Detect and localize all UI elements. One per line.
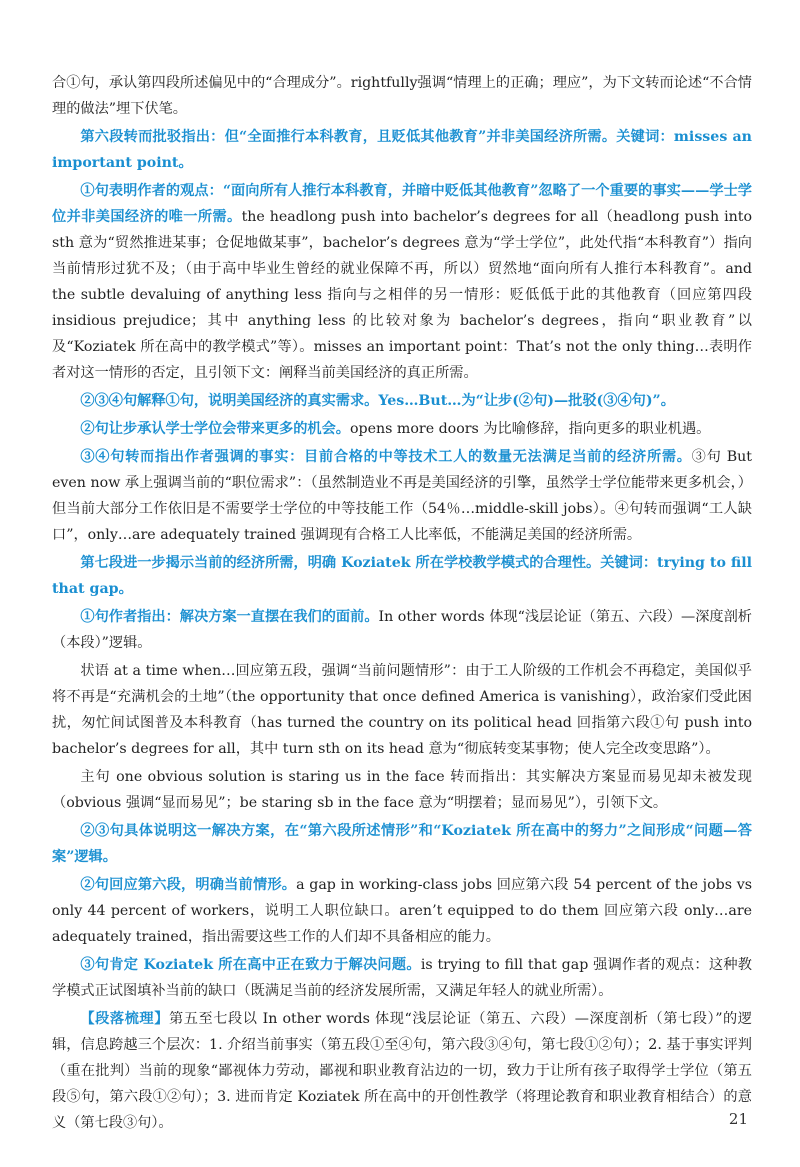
body-text	[52, 70, 752, 1138]
paragraph-text: 状语 at a time when…回应第五段，强调“当前问题情形”：由于工人阶级的工作机会不再稳定，美国似乎将不再是“充满机会的土地”（the opportunity that once defined America is vanishing），政治家们受此困扰，匆忙间试图普及本科教育（has turned the country on its political head 回指第六段①句 push into bachelor’s degrees for all，其中 turn sth on its head 意为“彻底转变某事物；使人完全改变思路”）。	[52, 663, 752, 757]
paragraph	[52, 604, 752, 656]
paragraph-lead: ③④句转而指出作者强调的事实：目前合格的中等技术工人的数量无法满足当前的经济所需。	[80, 449, 692, 465]
paragraph	[52, 178, 752, 386]
page-number: 21	[728, 1110, 748, 1128]
paragraph	[52, 416, 752, 442]
paragraph	[52, 818, 752, 870]
paragraph-text: ②③句具体说明这一解决方案，在“第六段所述情形”和“Koziatek 所在高中的努力”之间形成“问题—答案”逻辑。	[52, 823, 752, 865]
paragraph-text: ③句 But even now 承上强调当前的“职位需求”：（虽然制造业不再是美国经济的引擎，虽然学士学位能带来更多机会，）但当前大部分工作依旧是不需要学士学位的中等技能工作（54％…middle-skill jobs）。④句转而强调“工人缺口”，only…are adequately trained 强调现有合格工人比率低，不能满足美国的经济所需。	[52, 449, 752, 543]
paragraph	[52, 1006, 752, 1136]
paragraph-lead: ①句表明作者的观点：“面向所有人推行本科教育，并暗中贬低其他教育”忽略了一个重要的事实——学士学位并非美国经济的唯一所需。	[52, 183, 752, 225]
paragraph	[52, 550, 752, 602]
paragraph-text: In other words 体现“浅层论证（第五、六段）—深度剖析（本段）”逻辑。	[52, 609, 752, 651]
paragraph	[52, 124, 752, 176]
paragraph-text: the headlong push into bachelor’s degrees for all（headlong push into sth 意为“贸然推进某事；仓促地做某事”，bachelor’s degrees 意为“学士学位”，此处代指“本科教育”）指向当前情形过犹不及；（由于高中毕业生曾经的就业保障不再，所以）贸然地“面向所有人推行本科教育”。and the subtle devaluing of anything less 指向与之相伴的另一情形：贬低低于此的其他教育（回应第四段 insidious prejudice；其中 anything less 的比较对象为 bachelor’s degrees，指向“职业教育”以及“Koziatek 所在高中的教学模式”等）。misses an important point：That’s not the only thing…表明作者对这一情形的否定，且引领下文：阐释当前美国经济的真正所需。	[52, 209, 752, 381]
paragraph	[52, 952, 752, 1004]
paragraph-text: 第六段转而批驳指出：但“全面推行本科教育，且贬低其他教育”并非美国经济所需。关键词：misses an important point。	[52, 129, 752, 171]
paragraph-lead: 【段落梳理】	[80, 1011, 169, 1027]
paragraph-text: 合①句，承认第四段所述偏见中的“合理成分”。rightfully强调“情理上的正确；理应”，为下文转而论述“不合情理的做法”埋下伏笔。	[52, 75, 752, 117]
paragraph	[52, 388, 752, 414]
paragraph-text: is trying to fill that gap 强调作者的观点：这种教学模式正试图填补当前的缺口（既满足当前的经济发展所需，又满足年轻人的就业所需）。	[52, 957, 752, 999]
paragraph-text: 第五至七段以 In other words 体现“浅层论证（第五、六段）—深度剖析（第七段）”的逻辑，信息跨越三个层次：1. 介绍当前事实（第五段①至④句，第六段③④句，第七段①②句）；2. 基于事实评判（重在批判）当前的现象“鄙视体力劳动，鄙视和职业教育沾边的一切，致力于让所有孩子取得学士学位（第五段⑤句，第六段①②句）；3. 进而肯定 Koziatek 所在高中的开创性教学（将理论教育和职业教育相结合）的意义（第七段③句）。	[52, 1011, 752, 1131]
paragraph-text: 主句 one obvious solution is staring us in the face 转而指出：其实解决方案显而易见却未被发现（obvious 强调“显而易见”；be staring sb in the face 意为“明摆着；显而易见”），引领下文。	[52, 769, 752, 811]
paragraph-text: ②③④句解释①句，说明美国经济的真实需求。Yes…But…为“让步(②句)—批驳(③④句)”。	[80, 393, 675, 409]
paragraph	[52, 70, 752, 122]
paragraph	[52, 872, 752, 950]
paragraph	[52, 764, 752, 816]
paragraph-lead: ③句肯定 Koziatek 所在高中正在致力于解决问题。	[80, 957, 421, 973]
paragraph-text: 第七段进一步揭示当前的经济所需，明确 Koziatek 所在学校教学模式的合理性。关键词：trying to fill that gap。	[52, 555, 752, 597]
paragraph-lead: ②句让步承认学士学位会带来更多的机会。	[80, 421, 350, 437]
paragraph	[52, 658, 752, 762]
paragraph	[52, 444, 752, 548]
paragraph-text: opens more doors 为比喻修辞，指向更多的职业机遇。	[349, 421, 711, 437]
paragraph-lead: ②句回应第六段，明确当前情形。	[80, 877, 297, 893]
paragraph-lead: ①句作者指出：解决方案一直摆在我们的面前。	[80, 609, 379, 625]
paragraph-text: a gap in working-class jobs 回应第六段 54 percent of the jobs vs only 44 percent of workers，说明工人职位缺口。aren’t equipped to do them 回应第六段 only…are adequately trained，指出需要这些工作的人们却不具备相应的能力。	[52, 877, 752, 945]
